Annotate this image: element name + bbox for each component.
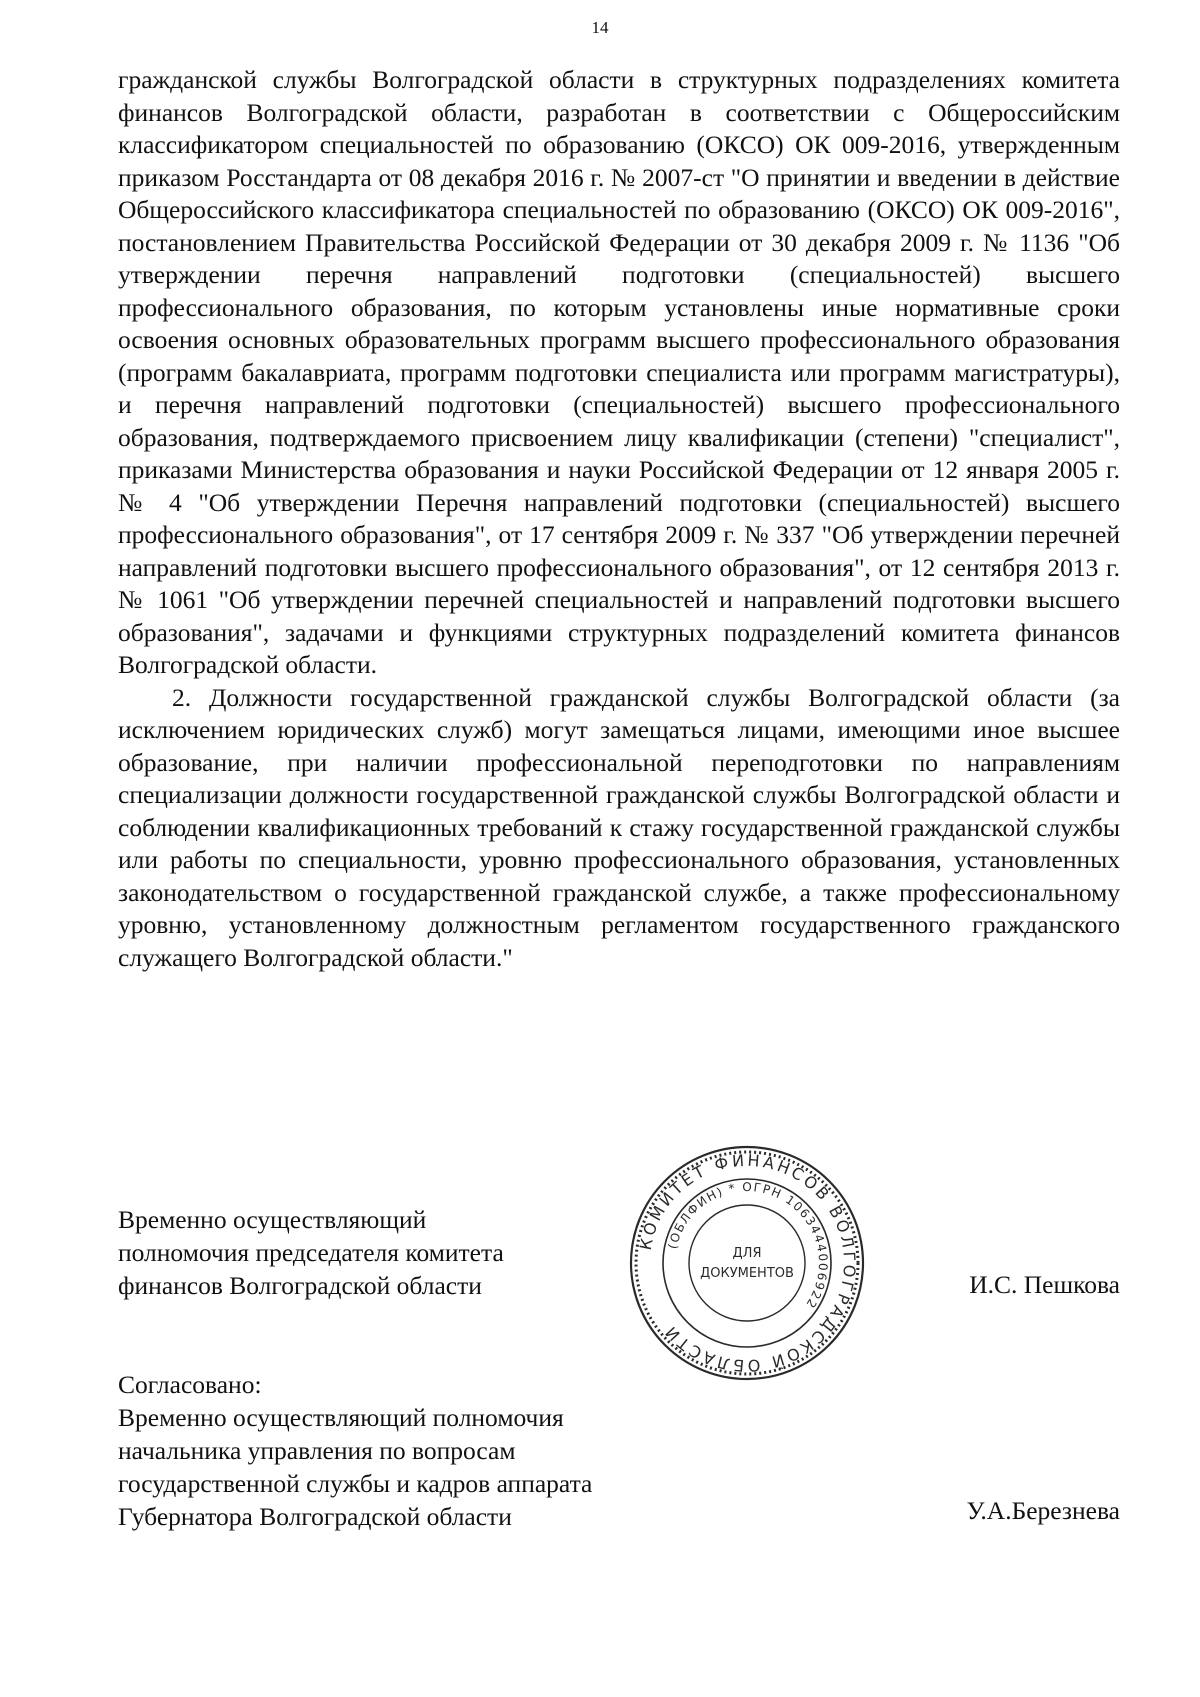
signatory-1-title-line: финансов Волгоградской области [118, 1271, 482, 1300]
seal-graphic [627, 1143, 867, 1383]
paragraph-2: 2. Должности государственной гражданской службы Волгоградской области (за исключением юридических служб) могут замещаться лицами, имеющими иное высшее образование, при наличии профессиональной переподготовки по направлениям специализации должности государственной гражданской службы Волгоградской области и соблюдении квалификационных требований к стажу государственной гражданской службы или работы по специальности, уровню профессионального образования, установленных законодательством о государственной гражданской службе, а также профессиональному уровню, установленному должностным регламентом государственного гражданского служащего Волгоградской области." [118, 682, 1120, 972]
signatory-1-title [118, 1203, 504, 1302]
paragraph-1: гражданской службы Волгоградской области в структурных подразделениях комитета финансов Волгоградской области, разработан в соответствии с Общероссийским классификатором специальностей по образованию (ОКСО) ОК 009-2016, утвержденным приказом Росстандарта от 08 декабря 2016 г. № 2007-ст "О принятии и введении в действие Общероссийского классификатора специальностей по образованию (ОКСО) ОК 009-2016", постановлением Правительства Российской Федерации от 30 декабря 2009 г. № 1136 "Об утверждении перечня направлений подготовки (специальностей) высшего профессионального образования, по которым установлены иные нормативные сроки освоения основных образовательных программ высшего профессионального образования (программ бакалавриата, программ подготовки специалиста или программ магистратуры), и перечня направлений подготовки (специальностей) высшего профессионального образования, подтверждаемого присвоением лицу квалификации (степени) "специалист", приказами Министерства образования и науки Российской Федерации от 12 января 2005 г. № 4 "Об утверждении Перечня направлений подготовки (специальностей) высшего профессионального образования", от 17 сентября 2009 г. № 337 "Об утверждении перечней направлений подготовки высшего профессионального образования", от 12 сентября 2013 г. № 1061 "Об утверждении перечней специальностей и направлений подготовки высшего образования", задачами и функциями структурных подразделений комитета финансов Волгоградской области. [118, 65, 1120, 679]
seal-center-line-2: ДОКУМЕНТОВ [700, 1266, 794, 1281]
official-seal-stamp [627, 1143, 867, 1383]
document-body [118, 64, 1120, 974]
signatory-2-title-line: начальника управления по вопросам [118, 1436, 516, 1465]
signatory-2-name: У.А.Березнева [966, 1496, 1120, 1525]
signatory-2-title-line: государственной службы и кадров аппарата [118, 1469, 593, 1498]
signatory-2-title [118, 1368, 592, 1533]
seal-inner-text: (ОБЛФИН) * ОГРН 1063444006922 [665, 1179, 831, 1312]
approval-label: Согласовано: [118, 1370, 262, 1399]
signatory-2-title-line: Губернатора Волгоградской области [118, 1502, 512, 1531]
seal-center-line-1: ДЛЯ [732, 1246, 762, 1261]
signatory-1-title-line: Временно осуществляющий [118, 1205, 427, 1234]
signatory-2-title-line: Временно осуществляющий полномочия [118, 1403, 564, 1432]
signatory-1-name: И.С. Пешкова [969, 1270, 1120, 1299]
seal-outer-text: КОМИТЕТ ФИНАНСОВ ВОЛГОГРАДСКОЙ ОБЛАСТИ [635, 1150, 860, 1376]
signatory-1-title-line: полномочия председателя комитета [118, 1238, 504, 1267]
page-number: 14 [591, 18, 609, 37]
